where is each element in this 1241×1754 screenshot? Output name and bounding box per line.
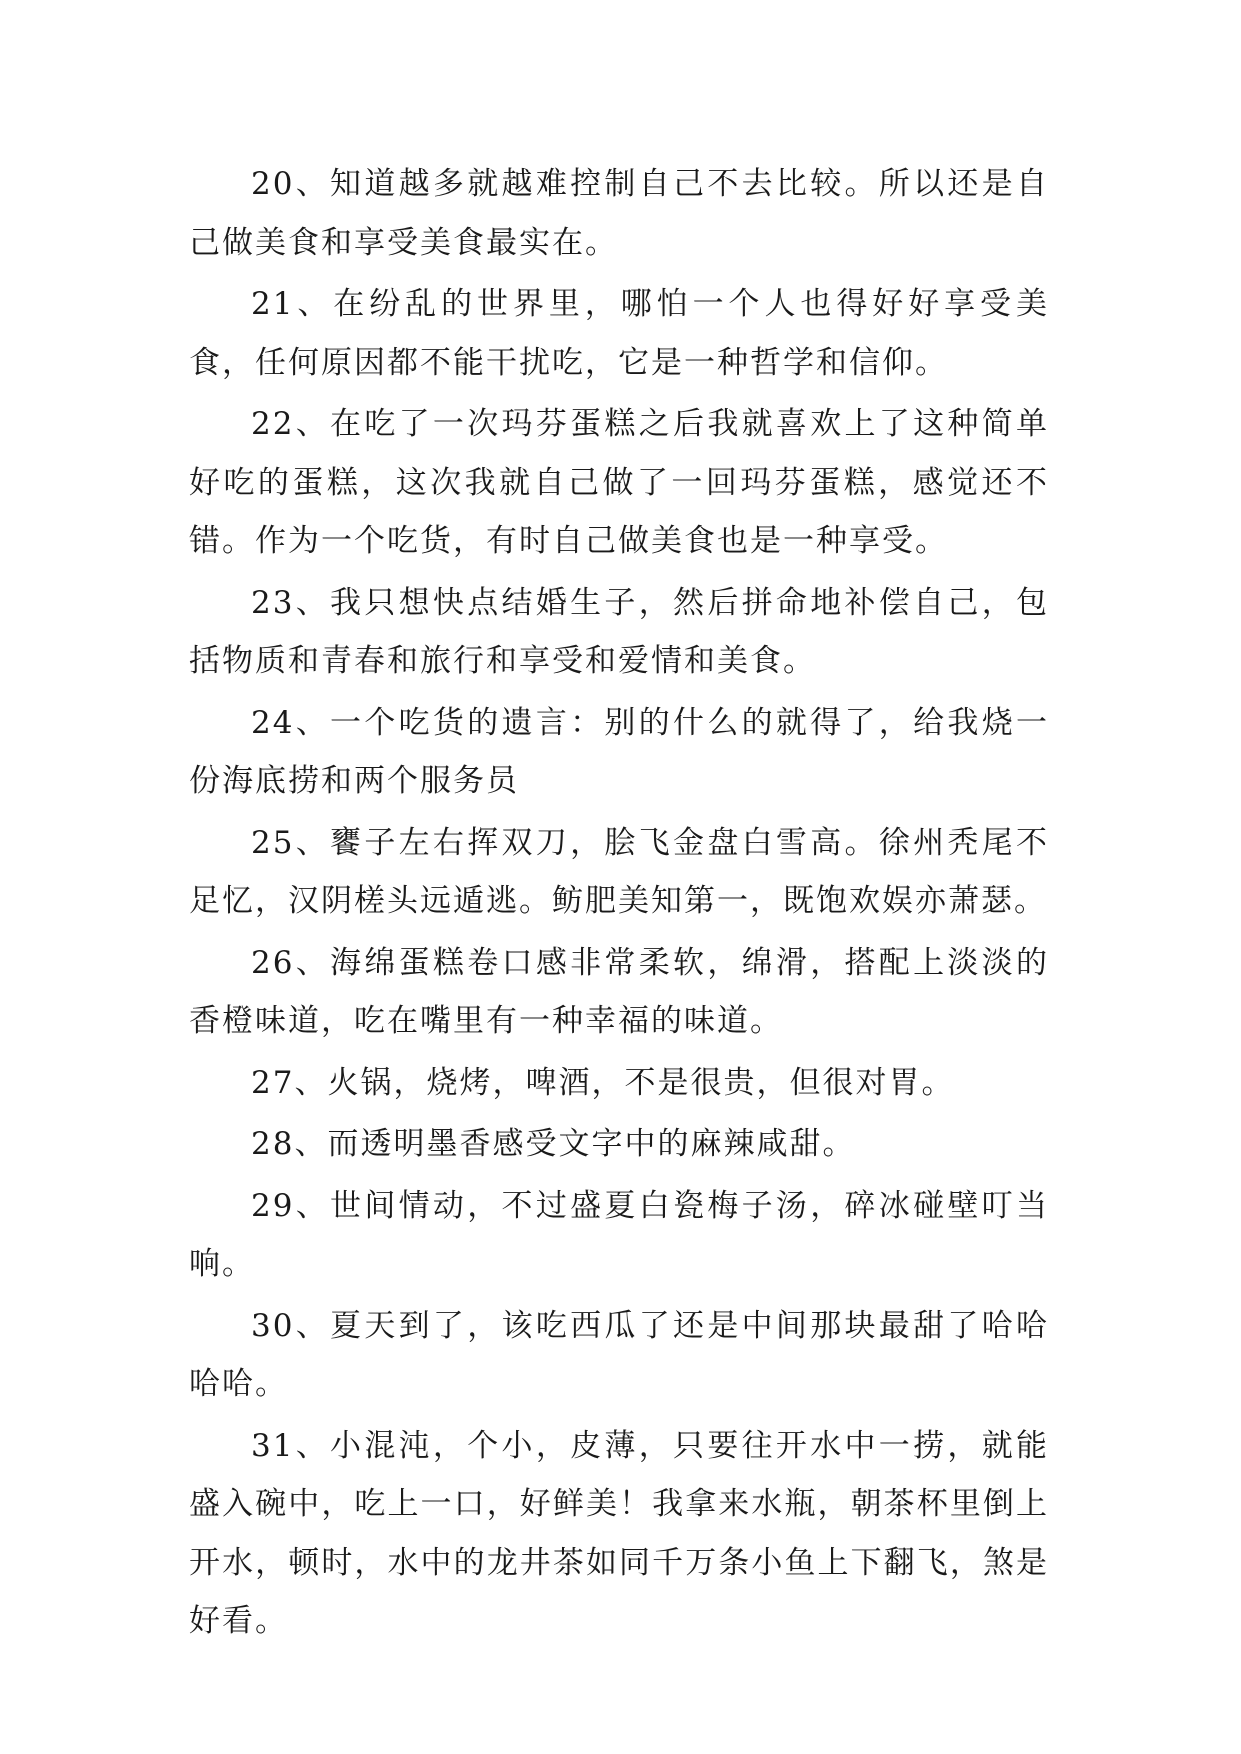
paragraph-31: 31、小混沌，个小，皮薄，只要往开水中一捞，就能盛入碗中，吃上一口，好鲜美！我拿来水瓶，朝茶杯里倒上开水，顿时，水中的龙井茶如同千万条小鱼上下翻飞，煞是好看。 xyxy=(189,1427,1049,1639)
paragraph-20: 20、知道越多就越难控制自己不去比较。所以还是自己做美食和享受美食最实在。 xyxy=(189,166,1049,261)
paragraph-23: 23、我只想快点结婚生子，然后拼命地补偿自己，包括物质和青春和旅行和享受和爱情和美食。 xyxy=(189,584,1049,679)
paragraph-21: 21、在纷乱的世界里，哪怕一个人也得好好享受美食，任何原因都不能干扰吃，它是一种哲学和信仰。 xyxy=(189,286,1049,381)
paragraph-30: 30、夏天到了，该吃西瓜了还是中间那块最甜了哈哈哈哈。 xyxy=(189,1307,1049,1402)
paragraph-22: 22、在吃了一次玛芬蛋糕之后我就喜欢上了这种简单好吃的蛋糕，这次我就自己做了一回玛芬蛋糕，感觉还不错。作为一个吃货，有时自己做美食也是一种享受。 xyxy=(189,406,1049,559)
paragraph-26: 26、海绵蛋糕卷口感非常柔软，绵滑，搭配上淡淡的香橙味道，吃在嘴里有一种幸福的味道。 xyxy=(189,944,1049,1039)
paragraph-28: 28、而透明墨香感受文字中的麻辣咸甜。 xyxy=(251,1126,856,1162)
paragraph-25: 25、饔子左右挥双刀，脍飞金盘白雪高。徐州秃尾不足忆，汉阴槎头远遁逃。鲂肥美知第一，既饱欢娱亦萧瑟。 xyxy=(189,824,1049,919)
document-body xyxy=(189,155,1049,1654)
paragraph-27: 27、火锅，烧烤，啤酒，不是很贵，但很对胃。 xyxy=(251,1064,955,1101)
paragraph-29: 29、世间情动，不过盛夏白瓷梅子汤，碎冰碰壁叮当响。 xyxy=(189,1187,1049,1282)
paragraph-24: 24、一个吃货的遗言：别的什么的就得了，给我烧一份海底捞和两个服务员 xyxy=(189,704,1049,799)
